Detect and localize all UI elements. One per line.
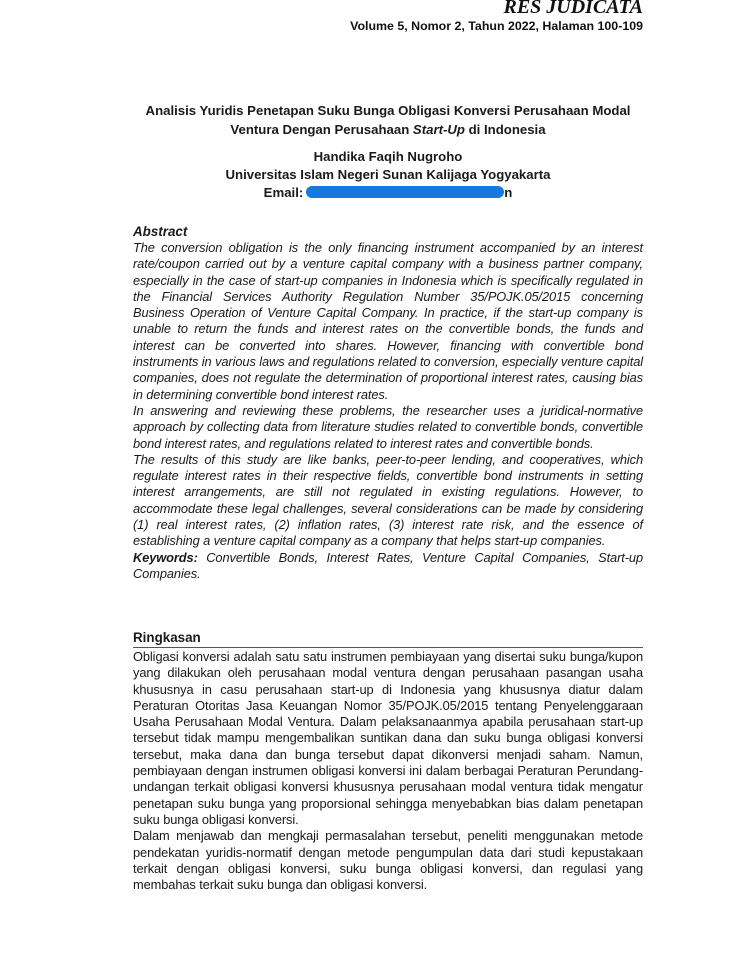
ringkasan-heading: Ringkasan [133,630,643,648]
title-text: Ventura Dengan Perusahaan [230,122,413,137]
keywords-list: Convertible Bonds, Interest Rates, Venture Capital Companies, Start-up Companies. [133,549,643,581]
author-affiliation: Universitas Islam Negeri Sunan Kalijaga Yogyakarta [225,167,551,182]
abstract-paragraph: The conversion obligation is the only financing instrument accompanied by an interest rate/coupon carried out by a venture capital company with a business partner company, especially in the case of start-up companies in Indonesia which is specifically regulated in the Financial Services Authority Regulation Number 35/POJK.05/2015 concerning Business Operation of Venture Capital Company. In practice, if the start-up company is unable to return the funds and interest rates on the convertible bonds, the funds and interest can be converted into shares. However, financing with convertible bond instruments in various laws and regulations related to conversion, especially venture capital companies, does not regulate the determination of proportional interest rates, causing bias in determining convertible bond interest rates. [133,240,643,402]
email-redaction-mark [306,186,504,198]
abstract-paragraph: The results of this study are like banks, peer-to-peer lending, and cooperatives, which regulate interest rates in their respective fields, convertible bond instruments in setting interest arrangements, are still not regulated in existing regulations. However, to accommodate these legal challenges, several considerations can be made by considering (1) real interest rates, (2) inflation rates, (3) interest rate risk, and the essence of establishing a venture capital company as a company that helps start-up companies. [133,451,643,549]
title-line-1: Analisis Yuridis Penetapan Suku Bunga Obligasi Konversi Perusahaan Modal [145,103,631,118]
author-block [133,148,643,202]
keywords-label: Keywords: [133,549,198,565]
email-label: Email: [263,185,304,200]
author-email [133,184,643,202]
ringkasan-paragraph: Dalam menjawab dan mengkaji permasalahan tersebut, peneliti menggunakan metode pendekatan yuridis-normatif dengan metode pengumpulan data dari studi kepustakaan terkait dengan obligasi konversi, suku bunga obligasi konversi, dan regulasi yang membahas terkait suku bunga dan obligasi konversi. [133,828,643,893]
journal-name: RES JUDICATA [503,0,643,18]
keywords [133,550,643,583]
abstract-paragraph: In answering and reviewing these problems, the researcher uses a juridical-normative approach by collecting data from literature studies related to convertible bonds, convertible bond interest rates, and regulations related to interest rates and convertible bonds. [133,402,643,451]
title-italic-term: Start-Up [412,122,465,137]
abstract-heading: Abstract [133,224,188,239]
title-text: di Indonesia [464,122,546,137]
title-line-2 [133,120,643,139]
journal-volume-info: Volume 5, Nomor 2, Tahun 2022, Halaman 100-109 [350,19,643,33]
abstract-section [133,224,643,582]
article-title [133,101,643,139]
ringkasan-section [133,630,643,893]
author-name: Handika Faqih Nugroho [313,149,463,164]
journal-header [350,0,643,34]
email-visible-tail: n [504,185,513,200]
ringkasan-paragraph: Obligasi konversi adalah satu satu instrumen pembiayaan yang disertai suku bunga/kupon yang dilakukan oleh perusahaan modal ventura dengan perusahaan pasangan usaha khususnya in casu perusahaan start-up di Indonesia yang khususnya diatur dalam Peraturan Otoritas Jasa Keuangan Nomor 35/POJK.05/2015 tentang Penyelenggaraan Usaha Perusahaan Modal Ventura. Dalam pelaksanaanmya apabila perusahaan start-up tersebut tidak mampu mengembalikan suntikan dana dan suku bunga obligasi konversi tersebut, maka dana dan bunga tersebut dapat dikonversi menjadi saham. Namun, pembiayaan dengan instrumen obligasi konversi ini dalam berbagai Peraturan Perundang-undangan terkait obligasi konversi khususnya perusahaan modal ventura tidak mengatur penetapan suku bunga yang proporsional sehingga menyebabkan bias dalam penetapan suku bunga obligasi konversi. [133,649,643,827]
